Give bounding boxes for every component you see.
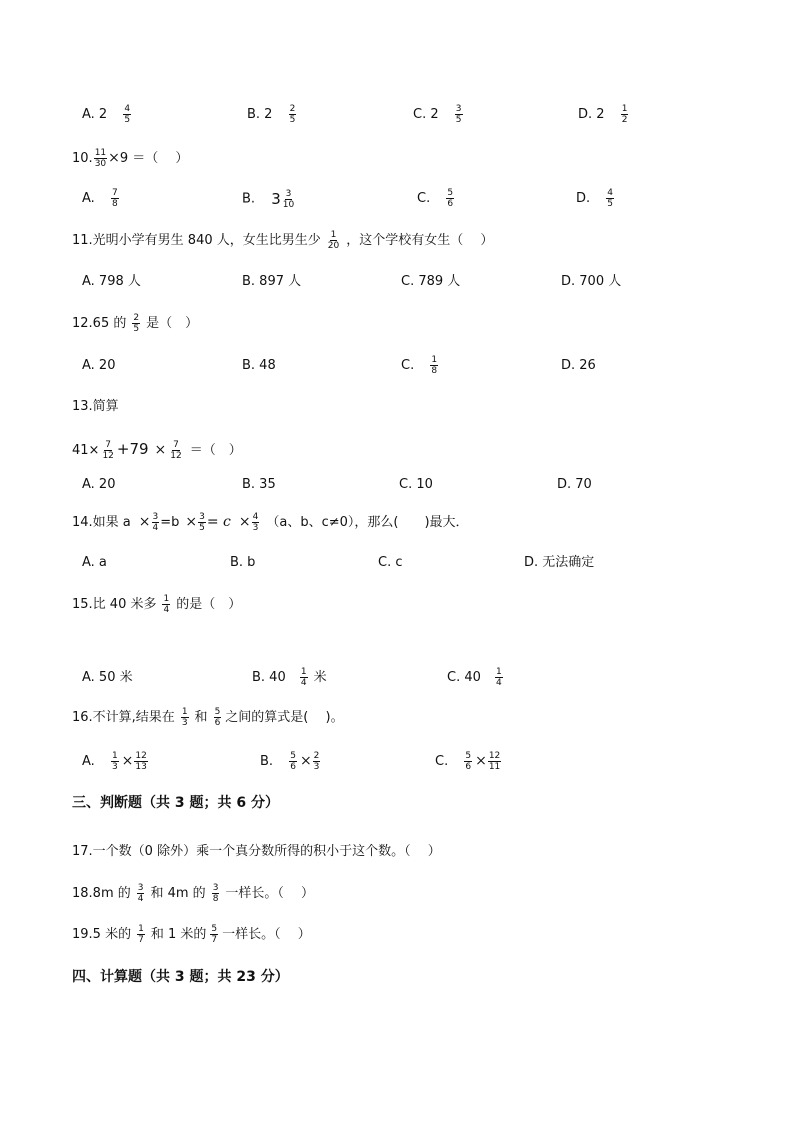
numerator: 7 <box>105 440 112 450</box>
option-label: B. 2 <box>247 107 273 122</box>
times-sign: × <box>238 514 251 530</box>
fraction <box>289 104 297 125</box>
numerator: 1 <box>330 230 337 240</box>
fraction <box>282 189 295 210</box>
q9-option-a[interactable] <box>82 100 134 130</box>
q13-option-d[interactable]: D. 70 <box>557 477 592 492</box>
q11-option-d[interactable]: D. 700 人 <box>561 274 622 289</box>
fraction <box>137 924 145 945</box>
expression-text: 41× <box>72 443 100 458</box>
q12-stem <box>72 309 198 339</box>
numerator: 3 <box>152 512 159 522</box>
numerator: 1 <box>621 104 628 114</box>
denominator: 8 <box>111 199 118 209</box>
numerator: 1 <box>496 667 502 677</box>
numerator: 4 <box>607 188 614 198</box>
denominator: 7 <box>211 935 218 945</box>
q14-option-a[interactable]: A. a <box>82 555 107 570</box>
q13-title <box>72 392 119 422</box>
fraction <box>137 883 145 904</box>
numerator: 3 <box>285 188 292 199</box>
option-label: B. <box>260 754 274 769</box>
option-label: B. <box>242 191 256 207</box>
numerator: 1 <box>300 667 307 677</box>
numerator: 2 <box>313 751 320 761</box>
numerator: 5 <box>465 751 472 761</box>
option-label: A. 50 米 <box>82 670 133 685</box>
q12-option-d[interactable] <box>561 351 596 381</box>
question-text: （a、b、c≠0），那么( )最大． <box>266 515 469 530</box>
numerator: 5 <box>211 924 218 934</box>
fraction <box>495 667 503 688</box>
numerator: 3 <box>137 883 144 893</box>
denominator: 4 <box>300 678 307 688</box>
denominator: 20 <box>327 241 340 251</box>
option-label: C. <box>401 358 415 373</box>
times-sign: × <box>138 514 151 530</box>
denominator: 5 <box>289 115 296 125</box>
q15-option-c[interactable] <box>447 663 506 693</box>
fraction <box>210 924 218 945</box>
numerator: 5 <box>214 707 221 717</box>
fraction <box>464 751 472 772</box>
option-label: B. 48 <box>242 358 276 373</box>
denominator: 30 <box>94 159 107 169</box>
denominator: 8 <box>212 894 219 904</box>
times-sign: × <box>108 150 120 166</box>
question-text: 是（ ） <box>146 316 199 331</box>
question-text: 17.一个数（0 除外）乘一个真分数所得的积小于这个数。（ ） <box>72 844 441 859</box>
q16-option-a[interactable] <box>82 746 149 777</box>
q12-option-b[interactable] <box>242 351 276 381</box>
option-label: C. <box>435 754 449 769</box>
question-text: 9 ＝（ ） <box>119 151 189 166</box>
denominator: 4 <box>152 523 159 533</box>
question-text: 一样长。（ ） <box>222 927 311 942</box>
numerator: 4 <box>252 512 259 522</box>
times-sign: × <box>299 753 312 769</box>
fraction <box>252 512 260 533</box>
question-text: 的是（ ） <box>176 597 242 612</box>
fraction <box>169 440 182 461</box>
question-text: 一样长。（ ） <box>225 886 315 901</box>
fraction <box>455 104 463 125</box>
q11-option-c[interactable]: C. 789 人 <box>401 274 461 289</box>
times-sign: × <box>121 753 134 769</box>
numerator: 3 <box>199 512 205 522</box>
fraction <box>313 751 321 772</box>
q16-option-b[interactable] <box>260 746 321 777</box>
q11-option-a[interactable]: A. 798 人 <box>82 274 141 289</box>
option-label: A. 20 <box>82 358 116 373</box>
q11-stem <box>72 226 493 256</box>
question-number: 10. <box>72 151 93 166</box>
question-text: 14.如果 a <box>72 515 131 530</box>
numerator: 1 <box>138 924 144 934</box>
fraction <box>198 512 206 533</box>
fraction <box>289 751 297 772</box>
denominator: 6 <box>290 762 296 772</box>
q9-option-b[interactable] <box>247 100 299 130</box>
fraction <box>606 188 614 209</box>
q16-option-c[interactable] <box>435 746 502 777</box>
fraction <box>327 230 340 251</box>
option-label: A. <box>82 754 95 769</box>
fraction <box>212 883 220 904</box>
denominator: 3 <box>313 762 320 772</box>
denominator: 10 <box>282 199 295 210</box>
fraction <box>621 104 629 125</box>
fraction <box>101 440 114 461</box>
numerator: 2 <box>289 104 296 114</box>
question-text: 和 1 米的 <box>150 927 207 942</box>
numerator: 3 <box>212 883 219 893</box>
question-text: 和 4m 的 <box>150 886 206 901</box>
q19-stem <box>72 920 311 950</box>
q13-expression <box>72 434 242 464</box>
fraction <box>111 751 119 772</box>
q11-option-b[interactable]: B. 897 人 <box>242 274 302 289</box>
denominator: 12 <box>102 451 114 461</box>
q10-stem <box>72 143 188 173</box>
denominator: 6 <box>447 199 454 209</box>
denominator: 8 <box>431 366 438 376</box>
numerator: 7 <box>173 440 179 450</box>
expression-text: +79 <box>116 440 149 458</box>
q14-stem <box>72 507 469 537</box>
numerator: 2 <box>133 313 140 323</box>
q15-option-b[interactable] <box>252 663 327 693</box>
fraction <box>162 594 170 615</box>
q18-stem <box>72 879 314 909</box>
fraction <box>446 188 454 209</box>
q16-stem <box>72 703 344 733</box>
q10-option-b[interactable] <box>242 184 295 215</box>
question-text: 之间的算式是( )。 <box>225 710 344 725</box>
q12-option-a[interactable] <box>82 351 115 381</box>
option-label: C. 40 <box>447 670 481 685</box>
option-label: D. <box>576 191 591 206</box>
numerator: 1 <box>163 594 170 604</box>
q17-stem <box>72 837 441 867</box>
fraction <box>488 751 501 772</box>
fraction <box>132 313 140 334</box>
option-label: C. 2 <box>413 107 439 122</box>
question-text: = c <box>206 514 231 530</box>
expression-text: ＝（ ） <box>189 443 242 458</box>
section-heading-judgment: 三、判断题（共 3 题；共 6 分） <box>72 795 279 811</box>
denominator: 5 <box>124 115 131 125</box>
option-label: A. 2 <box>82 107 108 122</box>
q12-option-c[interactable] <box>401 351 441 381</box>
denominator: 3 <box>252 523 259 533</box>
option-label: C. <box>417 191 431 206</box>
option-label: A. <box>82 191 95 206</box>
numerator: 12 <box>488 751 501 761</box>
fraction <box>111 188 119 209</box>
denominator: 4 <box>163 605 170 615</box>
denominator: 13 <box>135 762 147 772</box>
question-text: 12.65 的 <box>72 316 127 331</box>
section-heading-calculation: 四、计算题（共 3 题；共 23 分） <box>72 969 289 985</box>
fraction <box>152 512 160 533</box>
q13-option-c[interactable]: C. 10 <box>399 477 433 492</box>
q13-option-a[interactable]: A. 20 <box>82 477 116 492</box>
denominator: 4 <box>137 894 144 904</box>
denominator: 6 <box>465 762 472 772</box>
q9-option-d[interactable] <box>578 100 631 130</box>
fraction <box>181 707 189 728</box>
denominator: 5 <box>455 115 462 125</box>
whole-part: 3 <box>271 190 281 208</box>
denominator: 5 <box>607 199 614 209</box>
numerator: 1 <box>181 707 188 717</box>
q10-option-a[interactable] <box>82 184 122 214</box>
fraction <box>430 355 438 376</box>
q14-option-d[interactable]: D. 无法确定 <box>524 555 595 570</box>
question-text: =b <box>160 515 180 530</box>
q14-option-b[interactable]: B. b <box>230 555 256 570</box>
times-sign: × <box>185 514 198 530</box>
denominator: 12 <box>170 451 182 461</box>
fraction <box>134 751 147 772</box>
denominator: 11 <box>488 762 501 772</box>
question-text: ，这个学校有女生（ ） <box>346 233 494 248</box>
numerator: 11 <box>94 148 107 158</box>
denominator: 6 <box>214 718 221 728</box>
denominator: 4 <box>496 678 502 688</box>
times-sign: × <box>475 753 487 769</box>
fraction <box>300 667 308 688</box>
numerator: 4 <box>124 104 131 114</box>
unit-label: 米 <box>313 670 327 685</box>
q9-option-c[interactable] <box>413 100 466 130</box>
question-text: 16.不计算,结果在 <box>72 710 175 725</box>
fraction <box>94 148 107 169</box>
numerator: 12 <box>135 751 147 761</box>
question-text: 11.光明小学有男生 840 人，女生比男生少 <box>72 233 321 248</box>
q13-option-b[interactable]: B. 35 <box>242 477 276 492</box>
option-label: B. 40 <box>252 670 286 685</box>
numerator: 5 <box>290 751 296 761</box>
q10-option-c[interactable] <box>417 184 457 214</box>
question-text: 和 <box>194 710 208 725</box>
q15-stem <box>72 590 241 620</box>
q15-option-a[interactable] <box>82 663 133 693</box>
denominator: 5 <box>133 324 140 334</box>
question-text: 15.比 40 米多 <box>72 597 157 612</box>
q10-option-d[interactable] <box>576 184 617 214</box>
times-sign: × <box>154 442 167 458</box>
denominator: 3 <box>111 762 118 772</box>
denominator: 3 <box>181 718 188 728</box>
denominator: 7 <box>138 935 144 945</box>
numerator: 1 <box>431 355 438 365</box>
denominator: 5 <box>199 523 205 533</box>
question-text: 18.8m 的 <box>72 886 131 901</box>
fraction <box>123 104 131 125</box>
fraction <box>214 707 222 728</box>
numerator: 7 <box>111 188 118 198</box>
question-text: 13.简算 <box>72 399 119 414</box>
option-label: D. 26 <box>561 358 596 373</box>
numerator: 5 <box>447 188 454 198</box>
mixed-number <box>271 184 295 214</box>
q14-option-c[interactable]: C. c <box>378 555 403 570</box>
option-label: D. 2 <box>578 107 605 122</box>
numerator: 1 <box>111 751 118 761</box>
question-text: 19.5 米的 <box>72 927 132 942</box>
denominator: 2 <box>621 115 628 125</box>
numerator: 3 <box>455 104 462 114</box>
